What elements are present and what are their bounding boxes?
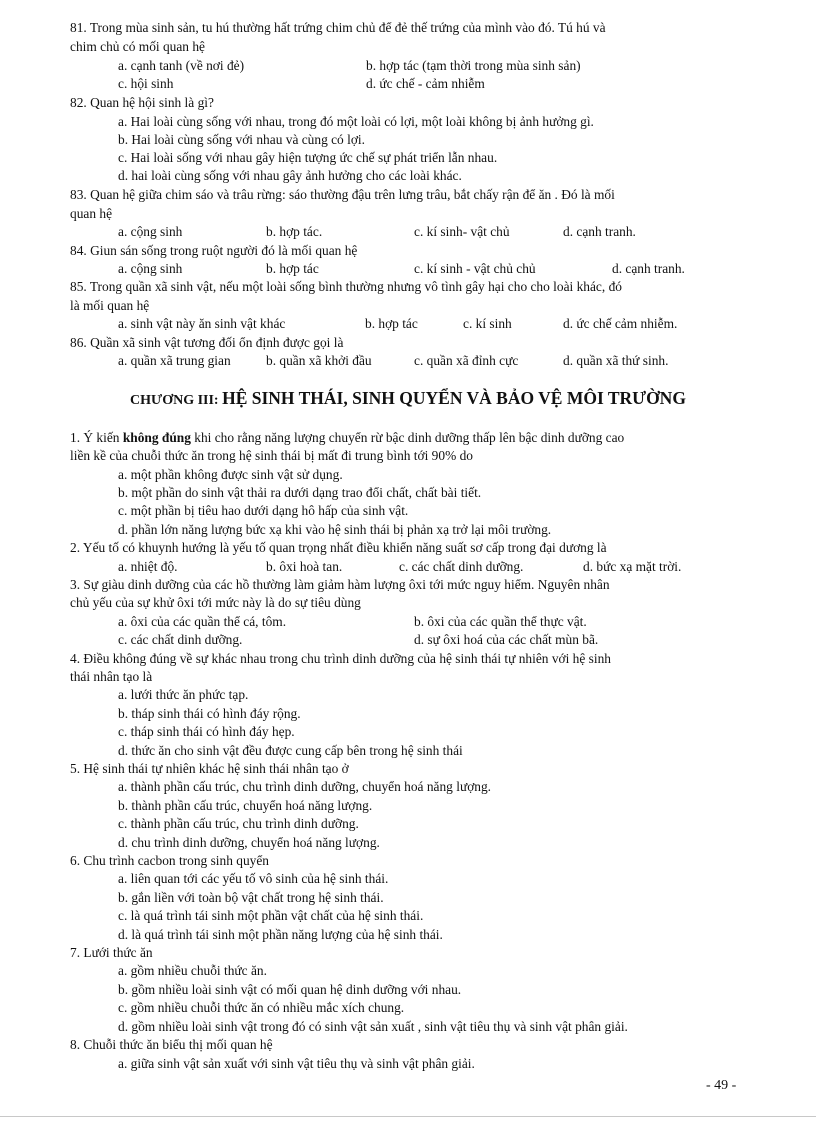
c2-stem: 2. Yếu tố có khuynh hướng là yếu tố quan trọng nhất điều khiển năng suất sơ cấp trong đại dương là — [70, 540, 607, 555]
c1-option-a: a. một phần không được sinh vật sử dụng. — [118, 467, 343, 482]
q83-option-d: d. cạnh tranh. — [563, 224, 636, 239]
c4-option-a: a. lưới thức ăn phức tạp. — [118, 687, 249, 702]
q85-stem-line1: 85. Trong quần xã sinh vật, nếu một loài sống bình thường nhưng vô tình gây hại cho cho loài khác, đó — [70, 279, 622, 294]
c1-stem-line1 — [70, 430, 624, 446]
q86-stem: 86. Quần xã sinh vật tương đối ổn định được gọi là — [70, 335, 344, 350]
c6-option-b: b. gắn liền với toàn bộ vật chất trong hệ sinh thái. — [118, 890, 384, 905]
c5-option-c: c. thành phần cấu trúc, chu trình dinh dưỡng. — [118, 816, 359, 831]
c3-stem-line2: chủ yếu của sự khử ôxi tới mức này là do sự tiêu dùng — [70, 595, 361, 610]
c7-option-b: b. gồm nhiều loài sinh vật có mối quan hệ dinh dưỡng với nhau. — [118, 982, 462, 997]
q83-stem-line2: quan hệ — [70, 206, 113, 221]
q84-option-d: d. cạnh tranh. — [612, 261, 685, 276]
c2-option-b: b. ôxi hoà tan. — [266, 559, 343, 574]
q86-option-a: a. quần xã trung gian — [118, 353, 231, 368]
c6-option-a: a. liên quan tới các yếu tố vô sinh của hệ sinh thái. — [118, 871, 389, 886]
q83-option-c: c. kí sinh- vật chủ — [414, 224, 510, 239]
q81-option-d: d. ức chế - cảm nhiễm — [366, 76, 485, 91]
c7-option-a: a. gồm nhiều chuỗi thức ăn. — [118, 963, 267, 978]
c3-stem-line1: 3. Sự giàu dinh dưỡng của các hồ thường làm giảm hàm lượng ôxi tới mức nguy hiểm. Nguyên nhân — [70, 577, 610, 592]
q81-stem-line1: 81. Trong mùa sinh sản, tu hú thường hất trứng chim chủ để đẻ thế trứng của mình vào đó. Tú hú và — [70, 20, 606, 35]
c7-option-d: d. gồm nhiều loài sinh vật trong đó có sinh vật sản xuất , sinh vật tiêu thụ và sinh vật phân giải. — [118, 1019, 628, 1034]
c4-option-d: d. thức ăn cho sinh vật đều được cung cấp bên trong hệ sinh thái — [118, 743, 463, 758]
q85-stem-line2: là mối quan hệ — [70, 298, 150, 313]
c1-option-d: d. phần lớn năng lượng bức xạ khi vào hệ sinh thái bị phản xạ trở lại môi trường. — [118, 522, 552, 537]
page-number: - 49 - — [706, 1078, 737, 1093]
c7-option-c: c. gồm nhiều chuỗi thức ăn có nhiều mắc xích chung. — [118, 1000, 405, 1015]
q86-option-c: c. quần xã đỉnh cực — [414, 353, 519, 368]
q81-stem-line2: chim chủ có mối quan hệ — [70, 39, 205, 54]
q85-option-c: c. kí sinh — [463, 316, 512, 331]
c4-option-c: c. tháp sinh thái có hình đáy hẹp. — [118, 724, 295, 739]
c1-stem-post: khi cho rằng năng lượng chuyển rừ bậc dinh dưỡng thấp lên bậc dinh dưỡng cao — [190, 430, 625, 445]
c1-stem-emphasis: không đúng — [122, 430, 191, 445]
q84-option-a: a. cộng sinh — [118, 261, 183, 276]
q83-option-a: a. cộng sinh — [118, 224, 183, 239]
c4-option-b: b. tháp sinh thái có hình đáy rộng. — [118, 706, 301, 721]
q82-option-b: b. Hai loài cùng sống với nhau và cùng có lợi. — [118, 132, 365, 147]
c2-option-a: a. nhiệt độ. — [118, 559, 178, 574]
c5-option-a: a. thành phần cấu trúc, chu trình dinh dưỡng, chuyển hoá năng lượng. — [118, 779, 492, 794]
q82-stem: 82. Quan hệ hội sinh là gì? — [70, 95, 214, 110]
q84-option-b: b. hợp tác — [266, 261, 319, 276]
q86-option-b: b. quần xã khởi đầu — [266, 353, 372, 368]
c1-option-b: b. một phần do sinh vật thải ra dưới dạng trao đổi chất, chất bài tiết. — [118, 485, 482, 500]
q84-stem: 84. Giun sán sống trong ruột người đó là mối quan hệ — [70, 243, 358, 258]
c3-option-b: b. ôxi của các quần thể thực vật. — [414, 614, 587, 629]
c3-option-d: d. sự ôxi hoá của các chất mùn bã. — [414, 632, 599, 647]
c1-option-c: c. một phần bị tiêu hao dưới dạng hô hấp của sinh vật. — [118, 503, 409, 518]
c1-stem-line2: liền kề của chuỗi thức ăn trong hệ sinh thái bị mất đi trung bình tới 90% do — [70, 448, 473, 463]
c4-stem-line2: thái nhân tạo là — [70, 669, 153, 684]
q85-option-d: d. ức chế cảm nhiễm. — [563, 316, 678, 331]
chapter-title: HỆ SINH THÁI, SINH QUYỂN VÀ BẢO VỆ MÔI TRƯỜNG — [222, 388, 686, 408]
q85-option-a: a. sinh vật này ăn sinh vật khác — [118, 316, 286, 331]
c6-option-d: d. là quá trình tái sinh một phần năng lượng của hệ sinh thái. — [118, 927, 443, 942]
q84-option-c: c. kí sinh - vật chủ chủ — [414, 261, 536, 276]
q82-option-d: d. hai loài cùng sống với nhau gây ảnh hưởng cho các loài khác. — [118, 168, 462, 183]
chapter-heading — [0, 388, 816, 409]
q83-stem-line1: 83. Quan hệ giữa chim sáo và trâu rừng: sáo thường đậu trên lưng trâu, bắt chấy rận để ăn . Đó là mối — [70, 187, 615, 202]
q81-option-b: b. hợp tác (tạm thời trong mùa sinh sản) — [366, 58, 581, 73]
c4-stem-line1: 4. Điều không đúng về sự khác nhau trong chu trình dinh dưỡng của hệ sinh thái tự nhiên với hệ sinh — [70, 651, 611, 666]
c6-stem: 6. Chu trình cacbon trong sinh quyển — [70, 853, 269, 868]
q86-option-d: d. quần xã thứ sinh. — [563, 353, 669, 368]
c2-option-c: c. các chất dinh dưỡng. — [399, 559, 524, 574]
c5-stem: 5. Hệ sinh thái tự nhiên khác hệ sinh thái nhân tạo ở — [70, 761, 349, 776]
c6-option-c: c. là quá trình tái sinh một phần vật chất của hệ sinh thái. — [118, 908, 424, 923]
q81-option-c: c. hội sinh — [118, 76, 174, 91]
c5-option-b: b. thành phần cấu trúc, chuyển hoá năng lượng. — [118, 798, 373, 813]
chapter-prefix: CHƯƠNG III: — [130, 393, 223, 408]
c7-stem: 7. Lưới thức ăn — [70, 945, 153, 960]
q82-option-a: a. Hai loài cùng sống với nhau, trong đó một loài có lợi, một loài không bị ảnh hưởng gì. — [118, 114, 594, 129]
q85-option-b: b. hợp tác — [365, 316, 418, 331]
c3-option-c: c. các chất dinh dưỡng. — [118, 632, 243, 647]
page-bottom-rule — [0, 1116, 816, 1117]
c5-option-d: d. chu trình dinh dưỡng, chuyển hoá năng lượng. — [118, 835, 380, 850]
c2-option-d: d. bức xạ mặt trời. — [583, 559, 682, 574]
q82-option-c: c. Hai loài sống với nhau gây hiện tượng ức chế sự phát triển lẫn nhau. — [118, 150, 498, 165]
c3-option-a: a. ôxi của các quần thể cá, tôm. — [118, 614, 287, 629]
c8-stem: 8. Chuỗi thức ăn biểu thị mối quan hệ — [70, 1037, 273, 1052]
c1-stem-pre: 1. Ý kiến — [70, 430, 123, 445]
c8-option-a: a. giữa sinh vật sản xuất với sinh vật tiêu thụ và sinh vật phân giải. — [118, 1056, 475, 1071]
q83-option-b: b. hợp tác. — [266, 224, 323, 239]
q81-option-a: a. cạnh tanh (về nơi đẻ) — [118, 58, 245, 73]
